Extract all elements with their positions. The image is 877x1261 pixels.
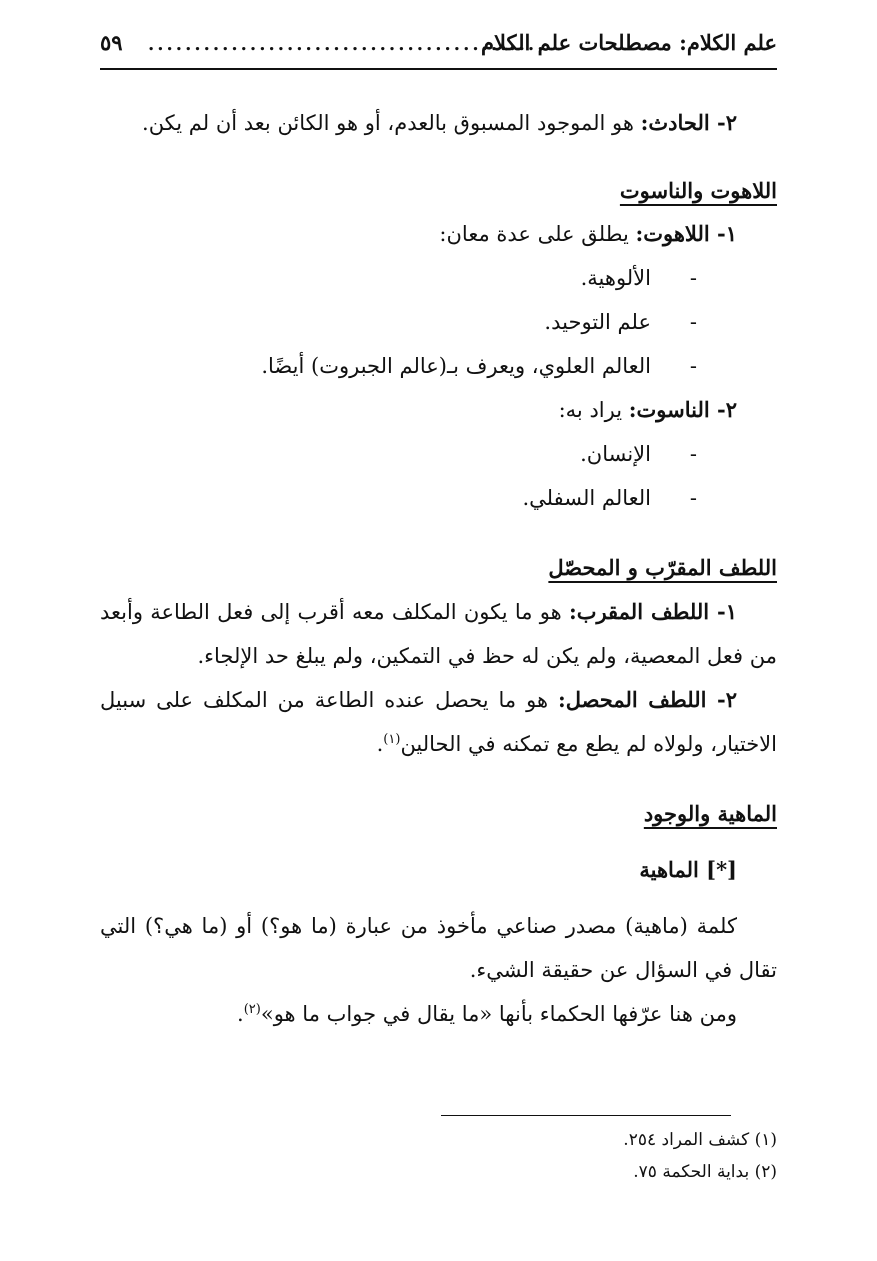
lahut-bullet-2: [544, 307, 697, 337]
footnote-ref-1[interactable]: (١): [383, 732, 401, 747]
lahut-bullet-3: [261, 351, 697, 381]
bullet-dash: -: [689, 354, 697, 378]
hadith-text: هو الموجود المسبوق بالعدم، أو هو الكائن بعد أن لم يكن.: [142, 111, 641, 135]
sentence-end: .: [237, 1002, 244, 1026]
lutf-muhassil-line2: [377, 729, 777, 759]
sub-heading-mahiya: [*] الماهية: [639, 857, 737, 882]
footnote-1: (١) كشف المراد ٢٥٤.: [623, 1130, 777, 1150]
nasut-bullet-1: [580, 439, 697, 469]
running-header: [100, 28, 777, 70]
lutf-muhassil-text: هو ما يحصل عنده الطاعة من المكلف على سبيل: [100, 688, 558, 712]
lahut-bullet-1: [581, 263, 697, 293]
nasut-bullet-2: [522, 483, 697, 513]
sentence-end: .: [376, 732, 384, 756]
lutf-muhassil-line1: [100, 685, 777, 715]
lahut-term: ١- اللاهوت:: [635, 221, 737, 246]
lutf-muhassil-term: ٢- اللطف المحصل:: [557, 687, 737, 712]
lutf-muqarrib-line1: [100, 597, 777, 627]
nasut-term: ٢- الناسوت:: [628, 397, 737, 422]
mahiya-para1-line1: [100, 911, 777, 941]
nasut-text: يراد به:: [558, 398, 629, 422]
footnote-2: (٢) بداية الحكمة ٧٥.: [633, 1162, 777, 1182]
lutf-muqarrib-line2: من فعل المعصية، ولم يكن له حظ في التمكين، ولم يبلغ حد الإلجاء.: [197, 644, 777, 668]
lahut-text: يطلق على عدة معان:: [439, 222, 636, 246]
hadith-definition: [142, 108, 777, 138]
bullet-text: علم التوحيد.: [544, 310, 651, 334]
section-heading-lahut-nasut: اللاهوت والناسوت: [619, 178, 777, 203]
bullet-dash: -: [689, 266, 697, 290]
lutf-muqarrib-term: ١- اللطف المقرب:: [568, 599, 737, 624]
mahiya-para1-line2: تقال في السؤال عن حقيقة الشيء.: [469, 958, 777, 982]
mahiya-para2-text: ومن هنا عرّفها الحكماء بأنها «ما يقال في جواب ما هو»: [260, 1002, 737, 1026]
header-title: علم الكلام: مصطلحات علم الكلام: [481, 30, 777, 55]
bullet-dash: -: [689, 486, 697, 510]
nasut-definition: [559, 395, 737, 425]
bullet-dash: -: [689, 310, 697, 334]
lutf-muhassil-text2: الاختيار، ولولاه لم يطع مع تمكنه في الحالين: [400, 732, 777, 756]
bullet-dash: -: [689, 442, 697, 466]
bullet-text: الإنسان.: [580, 442, 651, 466]
hadith-term: ٢- الحادث:: [640, 110, 737, 135]
mahiya-para2: [237, 999, 737, 1029]
lutf-muqarrib-text: هو ما يكون المكلف معه أقرب إلى فعل الطاعة وأبعد: [100, 600, 569, 624]
bullet-text: العالم العلوي، ويعرف بـ(عالم الجبروت) أيضًا.: [261, 354, 651, 378]
footnote-separator: [441, 1115, 731, 1116]
header-leader-dots: ...........................................: [148, 34, 547, 55]
bullet-text: العالم السفلي.: [522, 486, 651, 510]
page-number: ٥٩: [100, 30, 123, 55]
section-heading-lutf: اللطف المقرّب و المحصّل: [548, 555, 777, 580]
footnote-ref-2[interactable]: (٢): [243, 1002, 261, 1017]
section-heading-mahiya-wujud: الماهية والوجود: [643, 801, 777, 826]
bullet-text: الألوهية.: [580, 266, 651, 290]
mahiya-para1-text: كلمة (ماهية) مصدر صناعي مأخوذ من عبارة (ما هو؟) أو (ما هي؟) التي: [100, 914, 737, 938]
lahut-definition: [439, 219, 737, 249]
